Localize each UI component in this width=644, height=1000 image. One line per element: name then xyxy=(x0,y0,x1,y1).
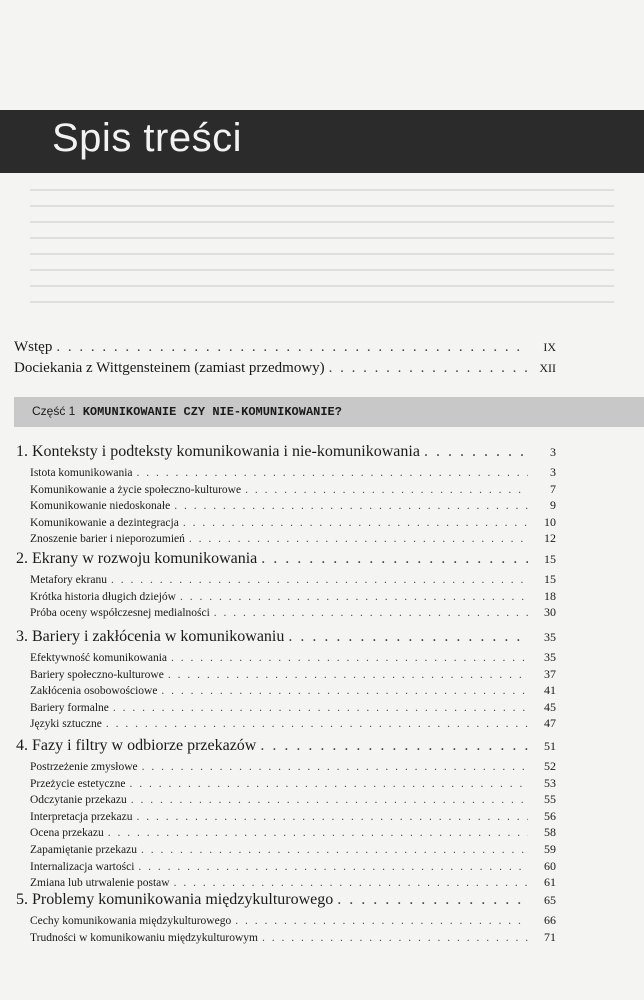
dot-leader xyxy=(288,626,528,648)
dot-leader xyxy=(161,684,528,700)
dot-leader xyxy=(138,860,528,876)
chapter-5 xyxy=(16,889,556,946)
part-title: KOMUNIKOWANIE CZY NIE-KOMUNIKOWANIE? xyxy=(82,405,342,419)
chapter-page: 35 xyxy=(544,630,556,644)
dot-leader xyxy=(261,548,528,570)
toc-item-page: 15 xyxy=(544,572,556,586)
toc-item-page: 7 xyxy=(550,481,556,496)
dot-leader xyxy=(113,701,528,717)
toc-item-label: Internalizacja wartości xyxy=(30,860,135,873)
toc-item-page: 66 xyxy=(544,913,556,927)
toc-item-label: Zapamiętanie przekazu xyxy=(30,843,137,856)
dot-leader xyxy=(129,777,528,793)
dot-leader xyxy=(56,339,528,356)
part-heading xyxy=(14,397,644,427)
toc-item-label: Języki sztuczne xyxy=(30,718,102,731)
chapter-page: 65 xyxy=(544,893,556,907)
toc-item-label: Trudności w komunikowaniu międzykulturowym xyxy=(30,931,258,944)
toc-item-label: Komunikowanie a dezintegracja xyxy=(30,516,179,529)
dot-leader xyxy=(106,717,528,733)
dot-leader xyxy=(235,914,528,930)
front-matter-entry xyxy=(14,339,556,356)
bleed-through-text xyxy=(0,175,644,340)
toc-item-label: Cechy komunikowania międzykulturowego xyxy=(30,915,232,927)
toc-item-label: Interpretacja przekazu xyxy=(30,810,133,823)
toc-item-page: 12 xyxy=(544,531,556,546)
dot-leader xyxy=(189,532,528,548)
toc-item-page: 35 xyxy=(544,650,556,664)
page-title: Spis treści xyxy=(52,116,242,160)
dot-leader xyxy=(136,810,528,826)
toc-item-label: Komunikowanie a życie społeczno-kulturowe xyxy=(30,483,242,496)
toc-item-label: Znoszenie barier i nieporozumień xyxy=(30,533,185,546)
front-matter-entry xyxy=(14,360,556,377)
toc-item-label: Metafory ekranu xyxy=(30,574,107,586)
toc-item-page: 53 xyxy=(544,775,556,790)
toc-item-page: 59 xyxy=(544,841,556,856)
dot-leader xyxy=(180,590,528,606)
entry-page: IX xyxy=(543,340,556,354)
toc-item-label: Zakłócenia osobowościowe xyxy=(30,685,158,698)
toc-item-page: 71 xyxy=(544,929,556,944)
dot-leader xyxy=(108,826,528,842)
toc-item-page: 60 xyxy=(544,858,556,873)
toc-item-label: Ocena przekazu xyxy=(30,827,104,840)
dot-leader xyxy=(260,735,528,757)
chapter-page: 51 xyxy=(544,739,556,753)
dot-leader xyxy=(142,760,528,776)
chapter-title: 5. Problemy komunikowania międzykulturowego xyxy=(16,891,334,908)
toc-item-label: Próba oceny współczesnej medialności xyxy=(30,607,210,620)
chapter-3 xyxy=(16,626,556,733)
toc-item-label: Bariery społeczno-kulturowe xyxy=(30,668,164,681)
dot-leader xyxy=(183,516,528,532)
chapter-2 xyxy=(16,548,556,622)
toc-item-page: 61 xyxy=(544,875,556,890)
toc-item-page: 52 xyxy=(544,759,556,773)
toc-item-page: 9 xyxy=(550,498,556,513)
dot-leader xyxy=(168,668,528,684)
toc-item-label: Bariery formalne xyxy=(30,701,109,714)
toc-item-page: 55 xyxy=(544,792,556,807)
chapter-title: 2. Ekrany w rozwoju komunikowania xyxy=(16,550,258,567)
toc-item-label: Zmiana lub utrwalenie postaw xyxy=(30,877,170,890)
title-band xyxy=(0,110,644,173)
toc-item-label: Postrzeżenie zmysłowe xyxy=(30,761,138,773)
entry-label: Wstęp xyxy=(14,339,53,355)
toc-item-page: 47 xyxy=(544,716,556,731)
entry-label: Dociekania z Wittgensteinem (zamiast przedmowy) xyxy=(14,360,325,376)
chapter-page: 3 xyxy=(550,445,556,459)
toc-item-page: 30 xyxy=(544,605,556,620)
toc-item-label: Przeżycie estetyczne xyxy=(30,777,126,790)
chapter-4 xyxy=(16,735,556,892)
part-label: Część 1 xyxy=(32,404,76,418)
entry-page: XII xyxy=(539,361,556,375)
toc-item-page: 10 xyxy=(544,514,556,529)
chapter-title: 4. Fazy i filtry w odbiorze przekazów xyxy=(16,737,257,754)
toc-item-label: Efektywność komunikowania xyxy=(30,652,168,664)
chapter-page: 15 xyxy=(544,552,556,566)
dot-leader xyxy=(111,573,528,589)
chapter-title: 3. Bariery i zakłócenia w komunikowaniu xyxy=(16,628,285,645)
dot-leader xyxy=(131,793,528,809)
toc-item-page: 41 xyxy=(544,683,556,698)
toc-item-page: 56 xyxy=(544,808,556,823)
toc-item-page: 58 xyxy=(544,825,556,840)
toc-item-label: Komunikowanie niedoskonałe xyxy=(30,500,171,513)
toc-item-label: Krótka historia długich dziejów xyxy=(30,590,176,603)
chapter-title: 1. Konteksty i podteksty komunikowania i nie-komunikowania xyxy=(16,443,420,460)
dot-leader xyxy=(174,499,528,515)
dot-leader xyxy=(171,651,528,667)
toc-item-page: 45 xyxy=(544,699,556,714)
dot-leader xyxy=(137,466,528,482)
dot-leader xyxy=(141,843,528,859)
dot-leader xyxy=(262,931,528,947)
toc-item-page: 18 xyxy=(544,588,556,603)
chapter-1 xyxy=(16,441,556,548)
dot-leader xyxy=(337,889,528,911)
toc-item-label: Odczytanie przekazu xyxy=(30,794,127,807)
dot-leader xyxy=(245,483,528,499)
toc-item-page: 37 xyxy=(544,666,556,681)
dot-leader xyxy=(424,441,528,463)
dot-leader xyxy=(214,606,528,622)
toc-item-page: 3 xyxy=(550,465,556,479)
dot-leader xyxy=(329,360,528,377)
toc-item-label: Istota komunikowania xyxy=(30,467,133,479)
